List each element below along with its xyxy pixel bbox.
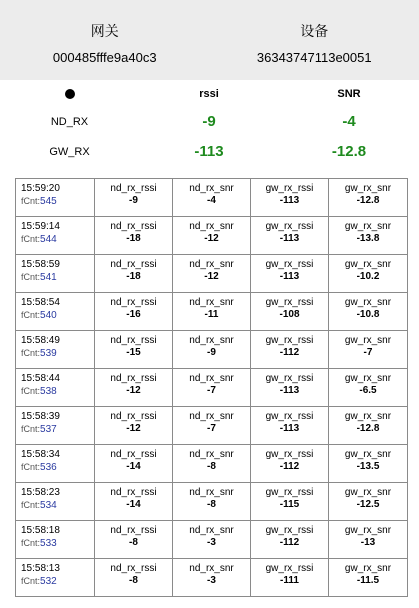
fcnt-prefix: fCnt: <box>21 196 41 206</box>
metric-value: -12 <box>126 423 141 434</box>
nd-rx-rssi-cell <box>95 369 173 407</box>
fcnt-prefix: fCnt: <box>21 348 41 358</box>
table-row[interactable] <box>16 407 408 445</box>
nd-rx-rssi-cell <box>95 293 173 331</box>
nd-rx-snr-cell <box>173 559 251 597</box>
record-time: 15:58:44 <box>21 373 60 384</box>
nd-rx-snr-cell <box>173 179 251 217</box>
table-row[interactable] <box>16 559 408 597</box>
gw-rx-snr-cell <box>329 407 408 445</box>
metric-label: nd_rx_snr <box>189 373 234 384</box>
metric-label: nd_rx_rssi <box>110 449 157 460</box>
time-cell <box>16 369 95 407</box>
nd-rx-label: ND_RX <box>50 116 89 128</box>
frame-counter <box>21 423 94 436</box>
table-row[interactable] <box>16 369 408 407</box>
summary-col-rssi: rssi <box>199 88 219 100</box>
metric-label: nd_rx_snr <box>189 335 234 346</box>
nd-rx-rssi-cell <box>95 559 173 597</box>
metric-value: -8 <box>207 499 216 510</box>
gw-rx-snr-cell <box>329 483 408 521</box>
summary-header-row <box>0 82 419 106</box>
metric-value: -13 <box>360 537 376 548</box>
table-row[interactable] <box>16 331 408 369</box>
metric-label: nd_rx_snr <box>189 221 234 232</box>
metric-value: -111 <box>280 575 299 586</box>
gw-rx-label: GW_RX <box>49 146 90 158</box>
record-time: 15:58:23 <box>21 487 60 498</box>
gw-rx-snr-cell <box>329 559 408 597</box>
metric-value: -6.5 <box>359 385 377 396</box>
metric-value: -113 <box>279 195 300 206</box>
metric-label: gw_rx_snr <box>344 563 392 574</box>
metric-value: -7 <box>207 423 216 434</box>
frame-counter <box>21 309 94 322</box>
nd-rx-snr-cell <box>173 369 251 407</box>
gw-rx-rssi-cell <box>251 559 329 597</box>
table-row[interactable] <box>16 179 408 217</box>
metric-value: -7 <box>363 347 373 358</box>
metric-label: gw_rx_rssi <box>265 259 314 270</box>
metric-value: -12 <box>126 385 141 396</box>
metric-value: -9 <box>129 195 138 206</box>
nd-rx-snr-cell <box>173 293 251 331</box>
gw-rx-rssi-value: -113 <box>194 143 224 160</box>
metric-value: -18 <box>126 271 141 282</box>
metric-value: -112 <box>279 461 300 472</box>
nd-rx-snr-cell <box>173 407 251 445</box>
metric-value: -9 <box>207 347 216 358</box>
frame-counter <box>21 499 94 512</box>
record-time: 15:59:20 <box>21 183 60 194</box>
metric-label: gw_rx_rssi <box>265 525 314 536</box>
summary-row-gw-rx <box>0 140 419 164</box>
fcnt-value: 541 <box>40 272 57 283</box>
metric-label: gw_rx_snr <box>344 221 392 232</box>
fcnt-prefix: fCnt: <box>21 462 41 472</box>
metric-label: gw_rx_rssi <box>265 297 314 308</box>
gw-rx-rssi-cell <box>251 217 329 255</box>
nd-rx-rssi-cell <box>95 217 173 255</box>
metric-label: gw_rx_snr <box>344 335 392 346</box>
record-time: 15:58:13 <box>21 563 60 574</box>
fcnt-prefix: fCnt: <box>21 538 41 548</box>
metric-value: -12.5 <box>356 499 380 510</box>
metric-label: nd_rx_rssi <box>110 297 157 308</box>
metric-label: nd_rx_rssi <box>110 563 157 574</box>
metric-value: -113 <box>279 271 300 282</box>
frame-counter <box>21 461 94 474</box>
metric-label: nd_rx_rssi <box>110 221 157 232</box>
metric-label: gw_rx_rssi <box>265 411 314 422</box>
fcnt-prefix: fCnt: <box>21 500 41 510</box>
nd-rx-snr-cell <box>173 331 251 369</box>
gw-rx-snr-cell <box>329 255 408 293</box>
time-cell <box>16 445 95 483</box>
frame-counter <box>21 385 94 398</box>
status-dot-icon <box>0 82 139 106</box>
gw-rx-rssi-cell <box>251 179 329 217</box>
device-label: 设备 <box>300 23 329 39</box>
metric-value: -12 <box>204 271 219 282</box>
metric-value: -112 <box>279 537 300 548</box>
nd-rx-rssi-cell <box>95 255 173 293</box>
metric-value: -18 <box>126 233 141 244</box>
fcnt-value: 533 <box>40 538 57 549</box>
metric-label: nd_rx_rssi <box>110 373 157 384</box>
metric-value: -3 <box>207 537 216 548</box>
fcnt-prefix: fCnt: <box>21 310 41 320</box>
metric-label: gw_rx_snr <box>344 297 392 308</box>
gw-rx-snr-value: -12.8 <box>331 143 367 160</box>
fcnt-value: 537 <box>40 424 57 435</box>
gw-rx-snr-cell <box>329 369 408 407</box>
gw-rx-rssi-cell <box>251 293 329 331</box>
metric-value: -8 <box>129 575 138 586</box>
frame-counter <box>21 233 94 246</box>
frame-counter <box>21 537 94 550</box>
metric-label: gw_rx_rssi <box>265 221 314 232</box>
metric-label: gw_rx_rssi <box>265 183 314 194</box>
nd-rx-rssi-cell <box>95 521 173 559</box>
fcnt-prefix: fCnt: <box>21 424 41 434</box>
metric-label: gw_rx_rssi <box>265 335 314 346</box>
metric-label: nd_rx_rssi <box>110 335 157 346</box>
metric-value: -12.8 <box>356 423 380 434</box>
metric-label: gw_rx_snr <box>344 411 392 422</box>
metric-label: gw_rx_snr <box>344 183 392 194</box>
metric-value: -112 <box>279 347 300 358</box>
metric-value: -113 <box>279 423 300 434</box>
fcnt-value: 538 <box>40 386 57 397</box>
gw-rx-rssi-cell <box>251 369 329 407</box>
fcnt-value: 536 <box>40 462 57 473</box>
time-cell <box>16 483 95 521</box>
table-row[interactable] <box>16 445 408 483</box>
metric-label: nd_rx_snr <box>189 525 234 536</box>
record-time: 15:58:59 <box>21 259 60 270</box>
nd-rx-rssi-cell <box>95 407 173 445</box>
metric-value: -10.8 <box>356 309 380 320</box>
metric-label: nd_rx_rssi <box>110 487 157 498</box>
gw-rx-rssi-cell <box>251 483 329 521</box>
metric-label: nd_rx_snr <box>189 411 234 422</box>
gw-rx-snr-cell <box>329 217 408 255</box>
metric-label: nd_rx_rssi <box>110 183 157 194</box>
frame-counter <box>21 575 94 588</box>
record-time: 15:58:39 <box>21 411 60 422</box>
nd-rx-snr-cell <box>173 445 251 483</box>
metric-label: nd_rx_snr <box>189 487 234 498</box>
metric-label: gw_rx_rssi <box>265 487 314 498</box>
fcnt-value: 532 <box>40 576 57 587</box>
metric-value: -113 <box>279 233 300 244</box>
table-row[interactable] <box>16 217 408 255</box>
time-cell <box>16 179 95 217</box>
gw-rx-snr-cell <box>329 331 408 369</box>
nd-rx-snr-cell <box>173 483 251 521</box>
metric-value: -12.8 <box>356 195 380 206</box>
gw-rx-rssi-cell <box>251 331 329 369</box>
gw-rx-rssi-cell <box>251 255 329 293</box>
metric-value: -15 <box>126 347 141 358</box>
nd-rx-rssi-cell <box>95 331 173 369</box>
gw-rx-snr-cell <box>329 293 408 331</box>
gateway-info <box>0 0 210 80</box>
record-time: 15:58:34 <box>21 449 60 460</box>
nd-rx-snr-cell <box>173 521 251 559</box>
frame-counter <box>21 347 94 360</box>
metric-label: gw_rx_snr <box>344 487 392 498</box>
table-row[interactable] <box>16 293 408 331</box>
fcnt-value: 545 <box>40 196 57 207</box>
metric-value: -7 <box>207 385 216 396</box>
summary-row-nd-rx <box>0 110 419 134</box>
metric-label: gw_rx_snr <box>344 525 392 536</box>
metric-value: -12 <box>204 233 219 244</box>
metric-label: gw_rx_rssi <box>265 449 314 460</box>
metric-value: -13.8 <box>356 233 380 244</box>
metric-value: -8 <box>129 537 138 548</box>
time-cell <box>16 255 95 293</box>
frame-counter <box>21 195 94 208</box>
gw-rx-rssi-cell <box>251 407 329 445</box>
metric-value: -16 <box>126 309 141 320</box>
table-row[interactable] <box>16 483 408 521</box>
metric-value: -11.5 <box>356 575 380 586</box>
device-info <box>210 0 419 80</box>
metric-label: nd_rx_snr <box>189 259 234 270</box>
time-cell <box>16 217 95 255</box>
time-cell <box>16 407 95 445</box>
record-time: 15:59:14 <box>21 221 60 232</box>
metric-value: -108 <box>279 309 300 320</box>
time-cell <box>16 521 95 559</box>
gateway-id: 000485fffe9a40c3 <box>52 50 157 65</box>
history-table <box>15 178 408 597</box>
metric-label: nd_rx_snr <box>189 563 234 574</box>
gw-rx-snr-cell <box>329 179 408 217</box>
fcnt-prefix: fCnt: <box>21 272 41 282</box>
metric-label: gw_rx_rssi <box>265 373 314 384</box>
gw-rx-snr-cell <box>329 445 408 483</box>
fcnt-value: 540 <box>40 310 57 321</box>
record-time: 15:58:18 <box>21 525 60 536</box>
table-row[interactable] <box>16 521 408 559</box>
metric-value: -14 <box>126 461 141 472</box>
device-id: 36343747113e0051 <box>256 50 372 65</box>
table-row[interactable] <box>16 255 408 293</box>
fcnt-prefix: fCnt: <box>21 234 41 244</box>
metric-label: nd_rx_rssi <box>110 525 157 536</box>
gw-rx-rssi-cell <box>251 521 329 559</box>
time-cell <box>16 559 95 597</box>
metric-value: -115 <box>279 499 300 510</box>
nd-rx-snr-cell <box>173 217 251 255</box>
nd-rx-rssi-cell <box>95 483 173 521</box>
metric-value: -14 <box>126 499 141 510</box>
metric-value: -11 <box>204 309 219 320</box>
gateway-label: 网关 <box>90 23 119 39</box>
frame-counter <box>21 271 94 284</box>
nd-rx-rssi-cell <box>95 179 173 217</box>
metric-label: nd_rx_snr <box>189 449 234 460</box>
metric-label: gw_rx_snr <box>344 373 392 384</box>
metric-label: nd_rx_rssi <box>110 259 157 270</box>
fcnt-value: 534 <box>40 500 57 511</box>
nd-rx-snr-value: -4 <box>342 113 356 130</box>
nd-rx-snr-cell <box>173 255 251 293</box>
gw-rx-snr-cell <box>329 521 408 559</box>
metric-value: -8 <box>207 461 216 472</box>
metric-value: -113 <box>279 385 300 396</box>
time-cell <box>16 331 95 369</box>
fcnt-prefix: fCnt: <box>21 386 41 396</box>
metric-value: -10.2 <box>356 271 380 282</box>
metric-label: gw_rx_snr <box>344 259 392 270</box>
summary-col-snr: SNR <box>337 88 361 100</box>
metric-label: nd_rx_snr <box>189 183 234 194</box>
record-time: 15:58:54 <box>21 297 60 308</box>
gw-rx-rssi-cell <box>251 445 329 483</box>
metric-label: nd_rx_snr <box>189 297 234 308</box>
metric-value: -4 <box>207 195 216 206</box>
nd-rx-rssi-cell <box>95 445 173 483</box>
metric-value: -3 <box>207 575 216 586</box>
fcnt-value: 539 <box>40 348 57 359</box>
signal-summary <box>0 80 419 175</box>
nd-rx-rssi-value: -9 <box>202 113 216 130</box>
metric-label: gw_rx_snr <box>344 449 392 460</box>
metric-label: gw_rx_rssi <box>265 563 314 574</box>
record-time: 15:58:49 <box>21 335 60 346</box>
fcnt-value: 544 <box>40 234 57 245</box>
fcnt-prefix: fCnt: <box>21 576 41 586</box>
metric-label: nd_rx_rssi <box>110 411 157 422</box>
metric-value: -13.5 <box>356 461 380 472</box>
header-panel <box>0 0 419 80</box>
time-cell <box>16 293 95 331</box>
